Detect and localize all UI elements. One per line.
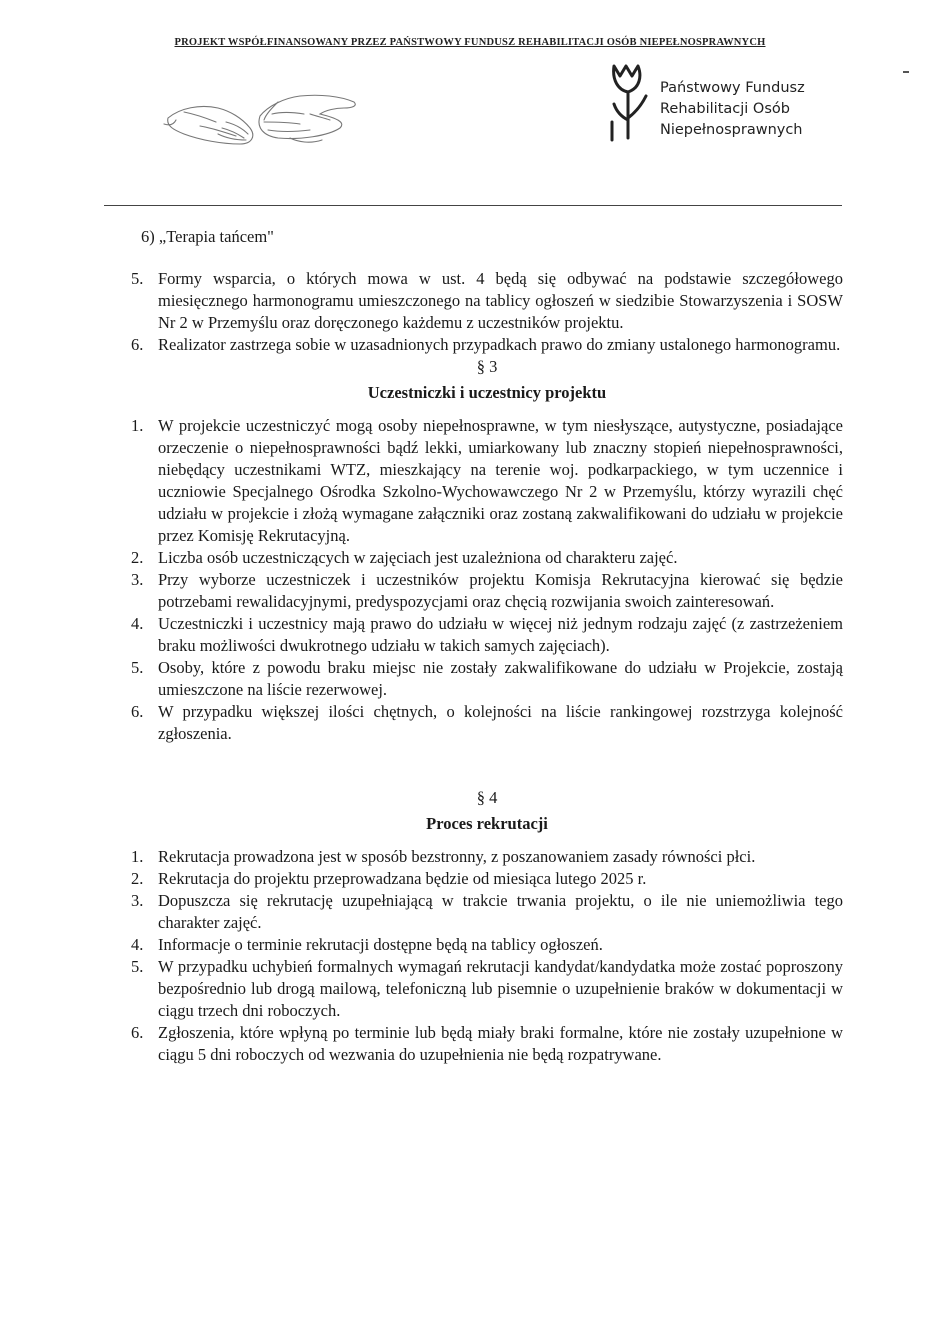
list-item-number: 6.: [131, 702, 144, 721]
list-item-text: Zgłoszenia, które wpłyną po terminie lub będą miały braki formalne, które nie zostały uzupełnione w ciągu 5 dni roboczych od wezwania do uzupełnienia nie będą rozpatrywane.: [158, 1023, 843, 1064]
list-item-text: Realizator zastrzega sobie w uzasadnionych przypadkach prawo do zmiany ustalonego harmonogramu.: [158, 335, 841, 354]
list-item-number: 5.: [131, 269, 144, 288]
list-a: [131, 268, 843, 356]
funding-banner: PROJEKT WSPÓŁFINANSOWANY PRZEZ PAŃSTWOWY FUNDUSZ REHABILITACJI OSÓB NIEPEŁNOSPRAWNYCH: [174, 37, 766, 48]
list-item: [131, 569, 843, 613]
header-divider: [104, 205, 842, 206]
section-3-title: Uczestniczki i uczestnicy projektu: [367, 383, 607, 402]
list-item-text: Osoby, które z powodu braku miejsc nie zostały zakwalifikowane do udziału w Projekcie, zostają umieszczone na liście rezerwowej.: [158, 658, 843, 699]
list-item-number: 6.: [131, 335, 144, 354]
list-item-text: Rekrutacja prowadzona jest w sposób bezstronny, z poszanowaniem zasady równości płci.: [158, 847, 756, 866]
list-item: [131, 268, 843, 334]
list-item-number: 6.: [131, 1023, 144, 1042]
list-item-text: Rekrutacja do projektu przeprowadzana będzie od miesiąca lutego 2025 r.: [158, 869, 647, 888]
pfron-name-line-3: Niepełnosprawnych: [660, 122, 803, 138]
list-item-number: 3.: [131, 891, 144, 910]
list-item-text: W przypadku uchybień formalnych wymagań rekrutacji kandydat/kandydatka może zostać poproszony bezpośrednio lub drogą mailową, telefoniczną lub pisemnie o uzupełnienie braków w dokumentacji w ciągu trzech dni roboczych.: [158, 957, 843, 1020]
list-item: [131, 547, 843, 569]
pfron-name-line-2: Rehabilitacji Osób: [660, 101, 790, 117]
list-item: [131, 657, 843, 701]
list-item-number: 5.: [131, 658, 144, 677]
pfron-logo: [606, 58, 866, 148]
list-item: [131, 846, 843, 868]
intro-item: 6) „Terapia tańcem": [141, 227, 274, 246]
list-item: [131, 1022, 843, 1066]
list-item: [131, 890, 843, 934]
section-4-list: [131, 846, 843, 1066]
list-item: [131, 868, 843, 890]
list-item-number: 1.: [131, 416, 144, 435]
list-item-text: Przy wyborze uczestniczek i uczestników projektu Komisja Rekrutacyjna kierować się będzie potrzebami rewalidacyjnymi, predyspozycjami oraz chęcią rozwijania swoich zainteresowań.: [158, 570, 843, 611]
list-item-number: 5.: [131, 957, 144, 976]
list-item: [131, 934, 843, 956]
list-item-number: 1.: [131, 847, 144, 866]
section-spacer: [131, 745, 843, 787]
list-item-text: Liczba osób uczestniczących w zajęciach jest uzależniona od charakteru zajęć.: [158, 548, 678, 567]
section-3-list: [131, 415, 843, 745]
list-item-number: 3.: [131, 570, 144, 589]
list-item-text: Uczestniczki i uczestnicy mają prawo do udziału w więcej niż jednym rodzaju zajęć (z zastrzeżeniem braku możliwości dwukrotnego udziału w takich samych zajęciach).: [158, 614, 843, 655]
pfron-name-line-1: Państwowy Fundusz: [660, 80, 805, 96]
scan-mark: [903, 71, 909, 73]
list-item: [131, 415, 843, 547]
list-item-text: W projekcie uczestniczyć mogą osoby niepełnosprawne, w tym niesłyszące, autystyczne, posiadające orzeczenie o niepełnosprawności bądź lekki, umiarkowany lub znaczny stopień niepełnosprawności, niebędący uczestnikami WTZ, mieszkający na terenie woj. podkarpackiego, w tym uczennice i uczniowie Specjalnego Ośrodka Szkolno-Wychowawczego Nr 2 w Przemyślu, którzy wyrazili chęć udziału w projekcie i złożą wymagane załączniki oraz zostaną zakwalifikowani do udziału w projekcie przez Komisję Rekrutacyjną.: [158, 416, 843, 545]
hands-icon: [160, 78, 360, 163]
list-item: [131, 334, 843, 356]
list-item-number: 4.: [131, 935, 144, 954]
list-item: [131, 613, 843, 657]
document-body: [131, 226, 843, 1066]
list-item: [131, 701, 843, 745]
list-item-number: 2.: [131, 869, 144, 888]
tulip-wheelchair-icon: [606, 60, 654, 144]
pfron-name: [660, 78, 805, 141]
list-item-text: Informacje o terminie rekrutacji dostępne będą na tablicy ogłoszeń.: [158, 935, 603, 954]
list-item-text: W przypadku większej ilości chętnych, o kolejności na liście rankingowej rozstrzyga kolejność zgłoszenia.: [158, 702, 843, 743]
list-item-text: Formy wsparcia, o których mowa w ust. 4 będą się odbywać na podstawie szczegółowego miesięcznego harmonogramu umieszczonego na tablicy ogłoszeń w siedzibie Stowarzyszenia i SOSW Nr 2 w Przemyślu oraz doręczonego każdemu z uczestników projektu.: [158, 269, 843, 332]
list-item-text: Dopuszcza się rekrutację uzupełniającą w trakcie trwania projektu, o ile nie uniemożliwia tego charakter zajęć.: [158, 891, 843, 932]
list-item-number: 4.: [131, 614, 144, 633]
list-item-number: 2.: [131, 548, 144, 567]
section-3-sign: § 3: [476, 357, 498, 376]
section-4-sign: § 4: [476, 788, 498, 807]
list-item: [131, 956, 843, 1022]
section-4-title: Proces rekrutacji: [426, 814, 548, 833]
